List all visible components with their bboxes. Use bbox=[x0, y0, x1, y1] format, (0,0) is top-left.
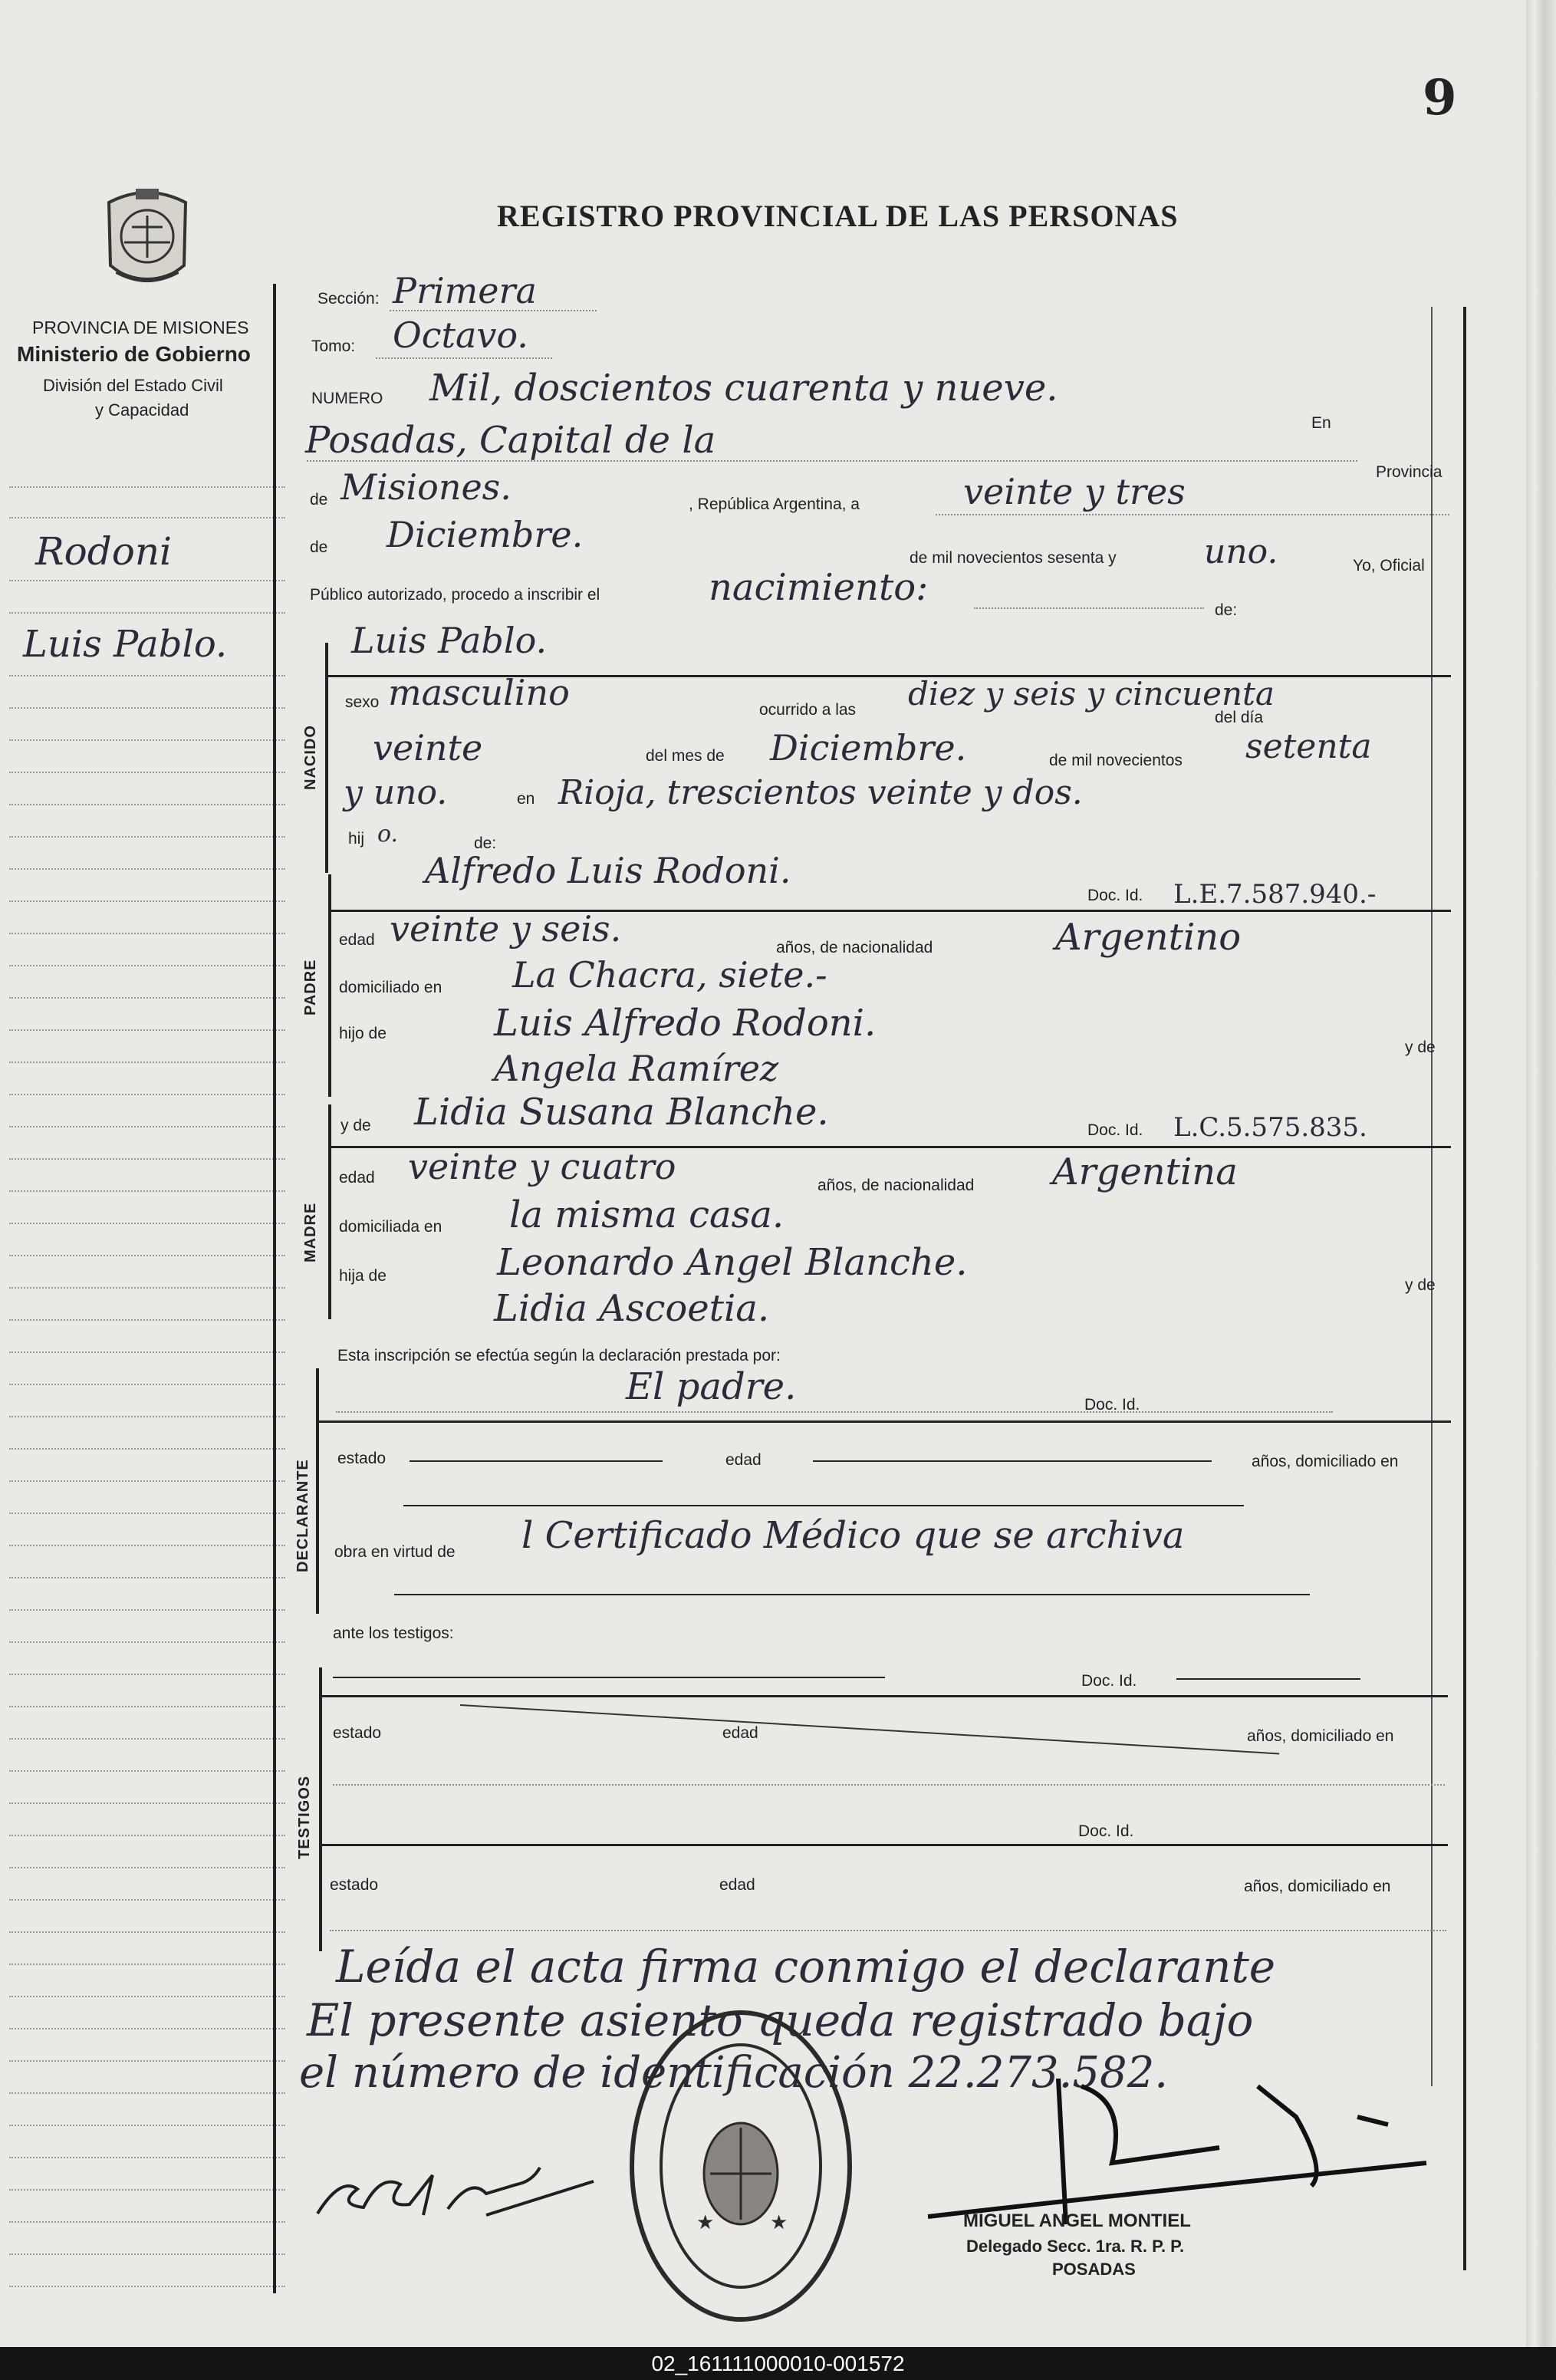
margin-given-names: Luis Pablo. bbox=[23, 623, 228, 666]
republica-label: , República Argentina, a bbox=[689, 495, 860, 513]
de-label-1: de bbox=[310, 491, 328, 509]
sexo-value: masculino bbox=[388, 672, 570, 713]
madre-madre-de-value: Lidia Ascoetia. bbox=[494, 1287, 770, 1330]
agency-line-4: y Capacidad bbox=[95, 400, 189, 420]
padre-doc-label: Doc. Id. bbox=[1087, 887, 1143, 904]
province-value: Misiones. bbox=[340, 466, 512, 508]
closing-line-2: El presente asiento queda registrado bajo bbox=[307, 1994, 1254, 2046]
adjacent-page-edge bbox=[1526, 0, 1556, 2347]
scan-filename: 02_161111000010-001572 bbox=[0, 2347, 1556, 2380]
madre-dom-label: domiciliada en bbox=[339, 1218, 442, 1236]
officer-title: Delegado Secc. 1ra. R. P. P. bbox=[966, 2237, 1185, 2256]
madre-padre-de-value: Leonardo Angel Blanche. bbox=[497, 1241, 968, 1284]
madre-y-de-label-2: y de bbox=[1405, 1276, 1436, 1294]
place-value: Posadas, Capital de la bbox=[305, 419, 716, 462]
tomo-label: Tomo: bbox=[311, 337, 356, 355]
agency-line-1: PROVINCIA DE MISIONES bbox=[32, 318, 249, 337]
sexo-label: sexo bbox=[345, 693, 380, 711]
numero-label: NUMERO bbox=[311, 390, 383, 407]
month-value: Diciembre. bbox=[387, 514, 584, 555]
en-label-nacido: en bbox=[517, 790, 535, 808]
del-dia-label: del día bbox=[1215, 709, 1264, 726]
year-value: uno. bbox=[1204, 532, 1278, 571]
madre-edad-value: veinte y cuatro bbox=[408, 1146, 676, 1187]
testigos-intro: ante los testigos: bbox=[333, 1625, 454, 1642]
madre-doc-label: Doc. Id. bbox=[1087, 1121, 1143, 1139]
declarante-obra-value: l Certificado Médico que se archiva bbox=[521, 1514, 1185, 1557]
declarante-intro: Esta inscripción se efectúa según la declaración prestada por: bbox=[337, 1347, 781, 1364]
padre-doc-value: L.E.7.587.940.- bbox=[1173, 879, 1377, 910]
testigo2-estado-label: estado bbox=[330, 1876, 379, 1894]
publico-label: Público autorizado, procedo a inscribir el bbox=[310, 586, 600, 604]
official-seal bbox=[626, 2005, 856, 2327]
madre-nac-label: años, de nacionalidad bbox=[817, 1177, 975, 1194]
testigo1-dom-label: años, domiciliado en bbox=[1247, 1727, 1394, 1745]
de-label-2: de bbox=[310, 538, 328, 556]
dia-value: veinte bbox=[373, 727, 483, 769]
seccion-label: Sección: bbox=[317, 290, 380, 308]
declarante-doc-label: Doc. Id. bbox=[1084, 1396, 1140, 1414]
day-value: veinte y tres bbox=[963, 471, 1186, 512]
lugar-value: Rioja, trescientos veinte y dos. bbox=[558, 773, 1083, 812]
anio-value: setenta bbox=[1245, 727, 1372, 766]
declarante-obra-label: obra en virtud de bbox=[334, 1543, 456, 1561]
madre-doc-value: L.C.5.575.835. bbox=[1173, 1112, 1367, 1143]
anio-label: de mil novecientos bbox=[1049, 752, 1183, 769]
section-declarante-label: DECLARANTE bbox=[294, 1459, 311, 1572]
declarante-edad-label: edad bbox=[725, 1451, 762, 1469]
mes-label: del mes de bbox=[646, 747, 725, 765]
tomo-value: Octavo. bbox=[393, 314, 528, 356]
anio-value-2: y uno. bbox=[344, 773, 448, 812]
agency-line-2: Ministerio de Gobierno bbox=[17, 342, 251, 366]
padre-padre-de-value: Luis Alfredo Rodoni. bbox=[494, 1002, 877, 1045]
testigo1-doc-label: Doc. Id. bbox=[1081, 1672, 1137, 1690]
padre-nac-label: años, de nacionalidad bbox=[776, 939, 933, 956]
hora-label: ocurrido a las bbox=[759, 701, 857, 719]
officer-name: MIGUEL ANGEL MONTIEL bbox=[963, 2210, 1191, 2231]
section-padre-label: PADRE bbox=[302, 959, 319, 1016]
numero-value: Mil, doscientos cuarenta y nueve. bbox=[429, 367, 1058, 410]
de-label-3: de: bbox=[1215, 601, 1238, 619]
closing-line-3: el número de identificación 22.273.582. bbox=[299, 2048, 1169, 2098]
madre-edad-label: edad bbox=[339, 1169, 375, 1187]
testigo2-edad-label: edad bbox=[719, 1876, 755, 1894]
padre-y-de-label: y de bbox=[1405, 1039, 1436, 1056]
padre-hijo-de-label: hijo de bbox=[339, 1025, 387, 1042]
madre-hija-de-label: hija de bbox=[339, 1267, 387, 1285]
nacido-name: Luis Pablo. bbox=[351, 620, 548, 661]
testigo2-doc-label: Doc. Id. bbox=[1078, 1822, 1134, 1840]
hijo-suffix: o. bbox=[377, 821, 399, 848]
testigo2-dom-label: años, domiciliado en bbox=[1244, 1878, 1391, 1895]
section-nacido-label: NACIDO bbox=[302, 725, 319, 790]
padre-edad-value: veinte y seis. bbox=[390, 908, 622, 950]
svg-text:★: ★ bbox=[696, 2210, 715, 2234]
margin-surname: Rodoni bbox=[35, 529, 173, 574]
officer-city: POSADAS bbox=[1052, 2260, 1136, 2279]
testigo1-edad-label: edad bbox=[722, 1724, 758, 1742]
madre-domicilio-value: la misma casa. bbox=[509, 1193, 785, 1236]
padre-dom-label: domiciliado en bbox=[339, 979, 442, 996]
cancel-stroke bbox=[460, 1704, 1279, 1754]
act-value: nacimiento: bbox=[709, 566, 929, 609]
form-heading: REGISTRO PROVINCIAL DE LAS PERSONAS bbox=[497, 199, 1179, 233]
padre-madre-de-value: Angela Ramírez bbox=[494, 1048, 779, 1089]
seccion-value: Primera bbox=[393, 270, 537, 311]
closing-line-1: Leída el acta firma conmigo el declarante bbox=[336, 1941, 1276, 1993]
officer-signature bbox=[897, 2071, 1442, 2232]
declarante-nombre: El padre. bbox=[626, 1365, 797, 1408]
hijo-label: hij bbox=[348, 830, 365, 848]
padre-edad-label: edad bbox=[339, 931, 375, 949]
padre-nacionalidad-value: Argentino bbox=[1055, 916, 1242, 959]
section-madre-label: MADRE bbox=[302, 1202, 319, 1262]
madre-nombre: Lidia Susana Blanche. bbox=[414, 1091, 829, 1134]
testigo1-estado-label: estado bbox=[333, 1724, 382, 1742]
year-label: de mil novecientos sesenta y bbox=[910, 549, 1117, 567]
provincia-label: Provincia bbox=[1376, 463, 1443, 481]
padre-domicilio-value: La Chacra, siete.- bbox=[512, 954, 827, 996]
hora-value: diez y seis y cincuenta bbox=[908, 675, 1275, 713]
svg-text:★: ★ bbox=[770, 2210, 788, 2234]
padre-nombre: Alfredo Luis Rodoni. bbox=[425, 850, 791, 891]
provincial-coat-of-arms-icon bbox=[94, 181, 201, 304]
mes-value: Diciembre. bbox=[770, 727, 967, 769]
section-testigos-label: TESTIGOS bbox=[296, 1775, 313, 1859]
declarante-dom-label: años, domiciliado en bbox=[1252, 1453, 1399, 1470]
madre-nacionalidad-value: Argentina bbox=[1052, 1150, 1238, 1193]
en-label: En bbox=[1311, 414, 1331, 432]
madre-y-de-label: y de bbox=[340, 1117, 371, 1134]
declarante-estado-label: estado bbox=[337, 1450, 387, 1467]
declarant-signature bbox=[310, 2154, 601, 2223]
page-number: 9 bbox=[1423, 69, 1457, 127]
agency-line-3: División del Estado Civil bbox=[43, 376, 223, 395]
de-label-nacido: de: bbox=[474, 834, 497, 852]
oficial-label: Yo, Oficial bbox=[1353, 557, 1425, 574]
